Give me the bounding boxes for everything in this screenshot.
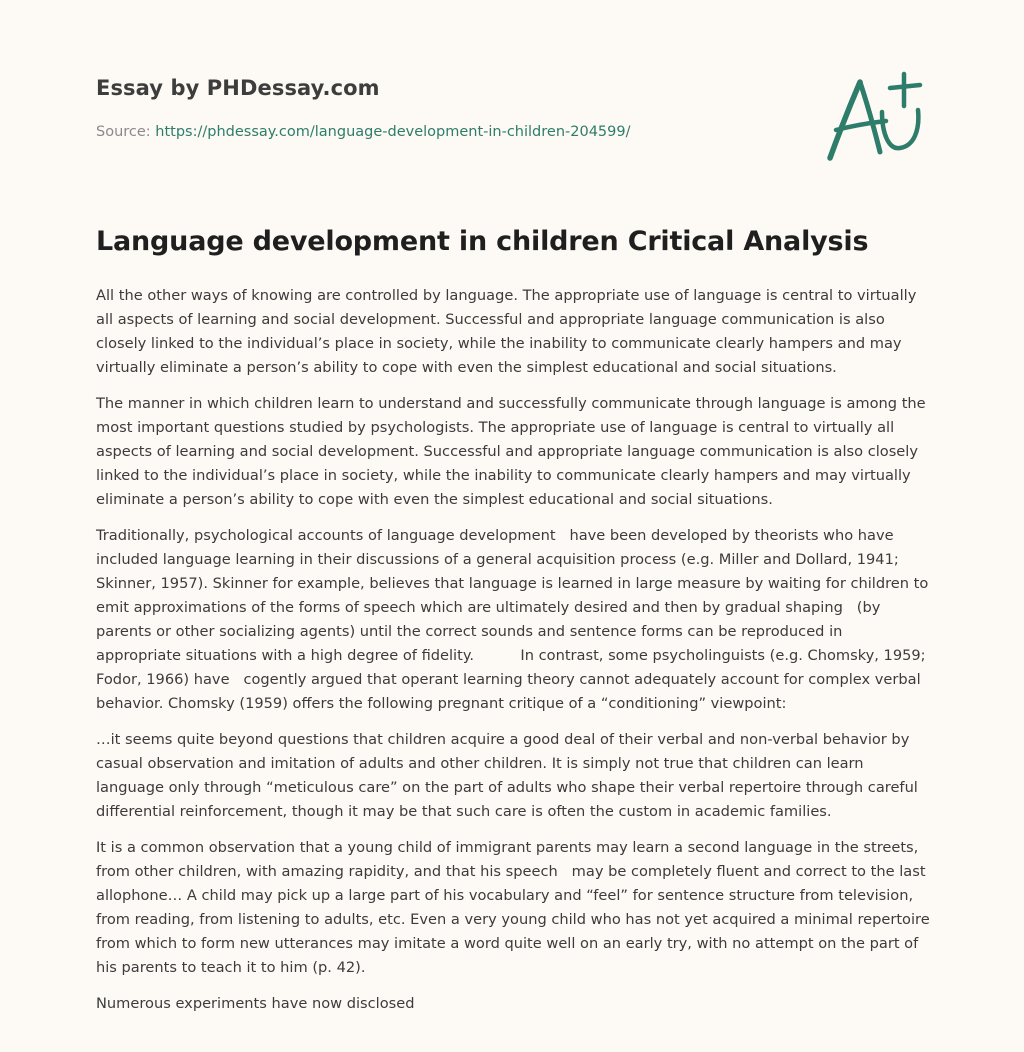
essay-paragraph: It is a common observation that a young child of immigrant parents may learn a second language in the streets, from other children, with amazing rapidity, and that his speech may be completely fluent and correct to the last allophone… A child may pick up a large part of his vocabulary and “feel” for sentence structure from television, from reading, from listening to adults, etc. Even a very young child who has not yet acquired a minimal repertoire from which to form new utterances may imitate a word quite well on an early try, with no attempt on the part of his parents to teach it to him (p. 42). xyxy=(96,839,935,976)
essay-paragraph: The manner in which children learn to understand and successfully communicate through language is among the most important questions studied by psychologists. The appropriate use of language is central to virtually all aspects of learning and social development. Successful and appropriate language communication is also closely linked to the individual’s place in society, while the inability to communicate clearly hampers and may virtually eliminate a person’s ability to cope with even the simplest educational and social situations. xyxy=(96,395,931,508)
essay-paragraph: …it seems quite beyond questions that children acquire a good deal of their verbal and non-verbal behavior by casual observation and imitation of adults and other children. It is simply not true that children can learn language only through “meticulous care” on the part of adults who shape their verbal repertoire through careful differential reinforcement, though it may be that such care is often the custom in academic families. xyxy=(96,731,923,820)
source-label: Source: xyxy=(96,124,156,140)
essay-paragraph: Numerous experiments have now disclosed xyxy=(96,995,415,1012)
source-link[interactable]: https://phdessay.com/language-development-in-children-204599/ xyxy=(155,124,631,140)
essay-paragraph: All the other ways of knowing are controlled by language. The appropriate use of language is central to virtually all aspects of learning and social development. Successful and appropriate language communication is also closely linked to the individual’s place in society, while the inability to communicate clearly hampers and may virtually eliminate a person’s ability to cope with even the simplest educational and social situations. xyxy=(96,287,922,376)
essay-body xyxy=(96,284,935,1028)
brand-title: Essay by PHDessay.com xyxy=(96,76,380,100)
page-header xyxy=(96,0,928,200)
source-line xyxy=(96,124,630,140)
essay-paragraph: Traditionally, psychological accounts of language development have been developed by theorists who have included language learning in their discussions of a general acquisition process (e.g. Miller and Dollard, 1941; Skinner, 1957). Skinner for example, believes that language is learned in large measure by waiting for children to emit approximations of the forms of speech which are ultimately desired and then by gradual shaping (by parents or other socializing agents) until the correct sounds and sentence forms can be reproduced in appropriate situations with a high degree of fidelity. In contrast, some psycholinguists (e.g. Chomsky, 1959; Fodor, 1966) have cogently argued that operant learning theory cannot adequately account for complex verbal behavior. Chomsky (1959) offers the following pregnant critique of a “conditioning” viewpoint: xyxy=(96,527,933,712)
essay-title: Language development in children Critical Analysis xyxy=(96,226,869,257)
a-plus-logo-icon xyxy=(824,66,934,166)
